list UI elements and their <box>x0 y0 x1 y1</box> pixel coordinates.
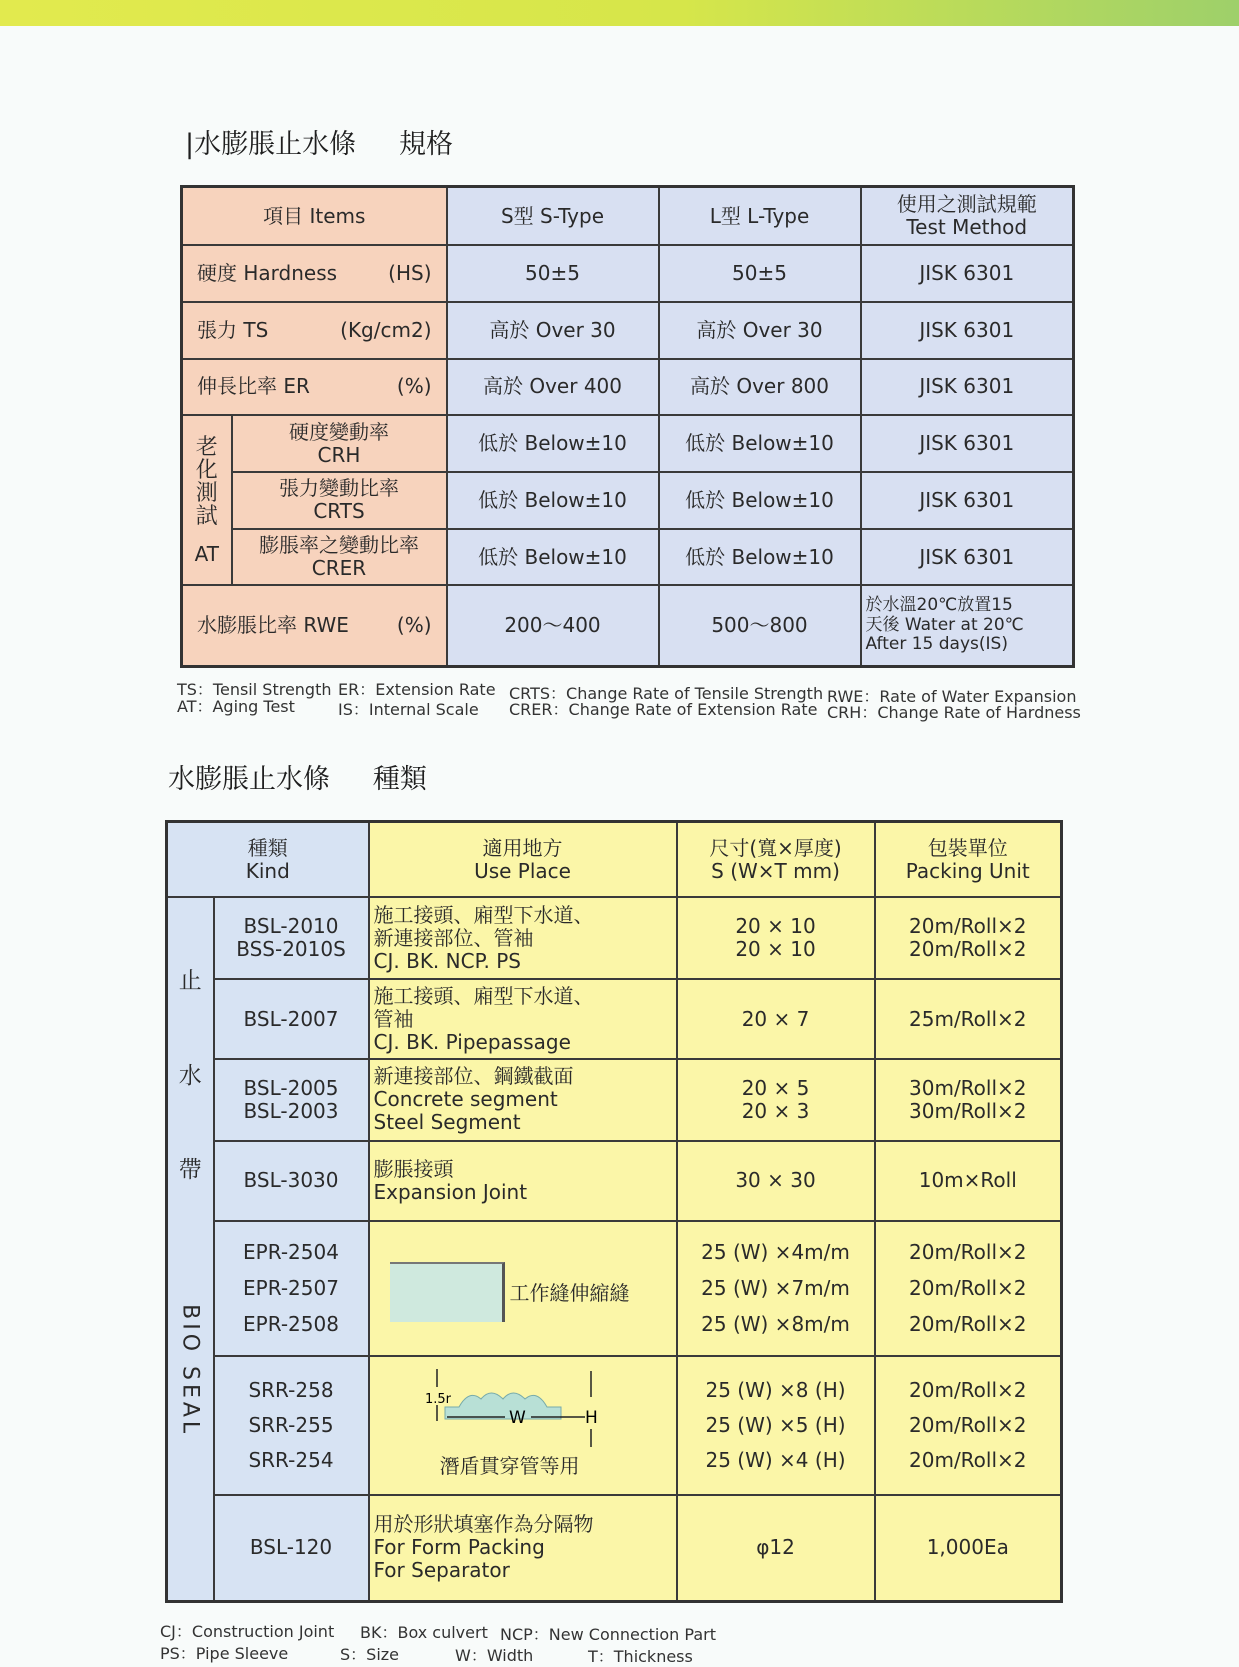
note-cj: CJ：Construction Joint <box>160 1622 335 1641</box>
use-row-7: 用於形狀填塞作為分隔物 For Form Packing For Separator <box>369 1495 677 1602</box>
cell-crh-method: JISK 6301 <box>861 415 1074 472</box>
cell-hardness-method: JISK 6301 <box>861 245 1074 302</box>
models-row-7: BSL-120 <box>214 1495 369 1602</box>
note-at: AT：Aging Test <box>177 697 295 716</box>
expansion-panel-illustration <box>390 1262 505 1322</box>
header-kind: 種類 Kind <box>167 822 369 898</box>
pack-row-3: 30m/Roll×2 30m/Roll×2 <box>875 1059 1062 1141</box>
cell-crts-l: 低於 Below±10 <box>659 472 861 529</box>
diagram-r-label: 1.5r <box>424 1391 451 1407</box>
cell-ts-method: JISK 6301 <box>861 302 1074 359</box>
pack-row-2: 25m/Roll×2 <box>875 979 1062 1059</box>
size-row-6: 25 (W) ×8 (H) 25 (W) ×5 (H) 25 (W) ×4 (H) <box>677 1356 875 1495</box>
row-label-hardness: 硬度 Hardness (HS) <box>182 245 447 302</box>
cell-crer-method: JISK 6301 <box>861 529 1074 586</box>
size-row-4: 30 × 30 <box>677 1141 875 1221</box>
size-row-3: 20 × 5 20 × 3 <box>677 1059 875 1141</box>
models-row-6: SRR-258 SRR-255 SRR-254 <box>214 1356 369 1495</box>
cell-crer-l: 低於 Below±10 <box>659 529 861 586</box>
kind-section-title: 水膨脹止水條 種類 <box>168 764 427 795</box>
cell-hardness-s: 50±5 <box>447 245 659 302</box>
row-label-crts: 張力變動比率 CRTS <box>232 472 447 529</box>
seal-profile-diagram <box>425 1361 655 1451</box>
models-row-1: BSL-2010 BSS-2010S <box>214 897 369 979</box>
use-row-5: 工作縫伸縮縫 <box>369 1221 677 1356</box>
size-row-1: 20 × 10 20 × 10 <box>677 897 875 979</box>
header-use-place: 適用地方 Use Place <box>369 822 677 898</box>
spec-section-title: |水膨脹止水條 規格 <box>185 129 454 160</box>
cell-er-s: 高於 Over 400 <box>447 359 659 416</box>
row-label-crer: 膨脹率之變動比率 CRER <box>232 529 447 586</box>
cell-hardness-l: 50±5 <box>659 245 861 302</box>
size-row-7: φ12 <box>677 1495 875 1602</box>
cell-crh-l: 低於 Below±10 <box>659 415 861 472</box>
pack-row-5: 20m/Roll×2 20m/Roll×2 20m/Roll×2 <box>875 1221 1062 1356</box>
pack-row-6: 20m/Roll×2 20m/Roll×2 20m/Roll×2 <box>875 1356 1062 1495</box>
cell-crer-s: 低於 Below±10 <box>447 529 659 586</box>
header-l-type: L型 L-Type <box>659 187 861 246</box>
cell-ts-s: 高於 Over 30 <box>447 302 659 359</box>
size-row-5: 25 (W) ×4m/m 25 (W) ×7m/m 25 (W) ×8m/m <box>677 1221 875 1356</box>
pack-row-1: 20m/Roll×2 20m/Roll×2 <box>875 897 1062 979</box>
cell-er-l: 高於 Over 800 <box>659 359 861 416</box>
note-is: IS：Internal Scale <box>338 700 479 719</box>
note-rwe: RWE：Rate of Water Expansion <box>827 687 1077 706</box>
bio-seal-side-label: 止 水 帶 BIO SEAL <box>167 897 214 1601</box>
models-row-2: BSL-2007 <box>214 979 369 1059</box>
note-er: ER：Extension Rate <box>338 680 496 699</box>
header-items: 項目 Items <box>182 187 447 246</box>
models-row-3: BSL-2005 BSL-2003 <box>214 1059 369 1141</box>
note-t: T：Thickness <box>588 1647 693 1666</box>
use-row-3: 新連接部位、鋼鐵截面 Concrete segment Steel Segment <box>369 1059 677 1141</box>
row-label-rwe: 水膨脹比率 RWE (%) <box>182 585 447 666</box>
note-ncp: NCP：New Connection Part <box>500 1625 716 1644</box>
use-row-4: 膨脹接頭 Expansion Joint <box>369 1141 677 1221</box>
size-row-2: 20 × 7 <box>677 979 875 1059</box>
cell-er-method: JISK 6301 <box>861 359 1074 416</box>
use-row-1: 施工接頭、廂型下水道、 新連接部位、管袖 CJ. BK. NCP. PS <box>369 897 677 979</box>
note-ps: PS：Pipe Sleeve <box>160 1644 289 1663</box>
diagram-w-label: W <box>508 1407 526 1428</box>
header-test-method: 使用之測試規範 Test Method <box>861 187 1074 246</box>
row-label-crh: 硬度變動率 CRH <box>232 415 447 472</box>
row-label-er: 伸長比率 ER (%) <box>182 359 447 416</box>
diagram-h-label: H <box>584 1407 598 1428</box>
aging-group-label: 老 化 測 試 AT <box>182 415 232 585</box>
models-row-4: BSL-3030 <box>214 1141 369 1221</box>
note-ts: TS：Tensil Strength <box>177 680 332 699</box>
header-s-type: S型 S-Type <box>447 187 659 246</box>
header-size: 尺寸(寬×厚度) S (W×T mm) <box>677 822 875 898</box>
pack-row-4: 10m×Roll <box>875 1141 1062 1221</box>
models-row-5: EPR-2504 EPR-2507 EPR-2508 <box>214 1221 369 1356</box>
cell-rwe-method: 於水溫20℃放置15 天後 Water at 20℃ After 15 days(IS) <box>861 585 1074 666</box>
pack-row-7: 1,000Ea <box>875 1495 1062 1602</box>
note-s: S：Size <box>340 1645 400 1664</box>
cell-rwe-s: 200～400 <box>447 585 659 666</box>
use-row-2: 施工接頭、廂型下水道、 管袖 CJ. BK. Pipepassage <box>369 979 677 1059</box>
row-label-ts: 張力 TS (Kg/cm2) <box>182 302 447 359</box>
cell-rwe-l: 500～800 <box>659 585 861 666</box>
header-packing: 包裝單位 Packing Unit <box>875 822 1062 898</box>
note-w: W：Width <box>455 1646 534 1665</box>
kind-table <box>165 820 1063 1603</box>
cell-ts-l: 高於 Over 30 <box>659 302 861 359</box>
top-color-bar <box>0 0 1239 26</box>
note-crts: CRTS：Change Rate of Tensile Strength <box>509 684 824 703</box>
note-crh: CRH：Change Rate of Hardness <box>827 703 1081 722</box>
use-row-6: 1.5r W H 潛盾貫穿管等用 <box>369 1356 677 1495</box>
spec-table <box>180 185 1075 668</box>
cell-crh-s: 低於 Below±10 <box>447 415 659 472</box>
cell-crts-s: 低於 Below±10 <box>447 472 659 529</box>
note-bk: BK：Box culvert <box>360 1623 488 1642</box>
cell-crts-method: JISK 6301 <box>861 472 1074 529</box>
note-crer: CRER：Change Rate of Extension Rate <box>509 700 818 719</box>
